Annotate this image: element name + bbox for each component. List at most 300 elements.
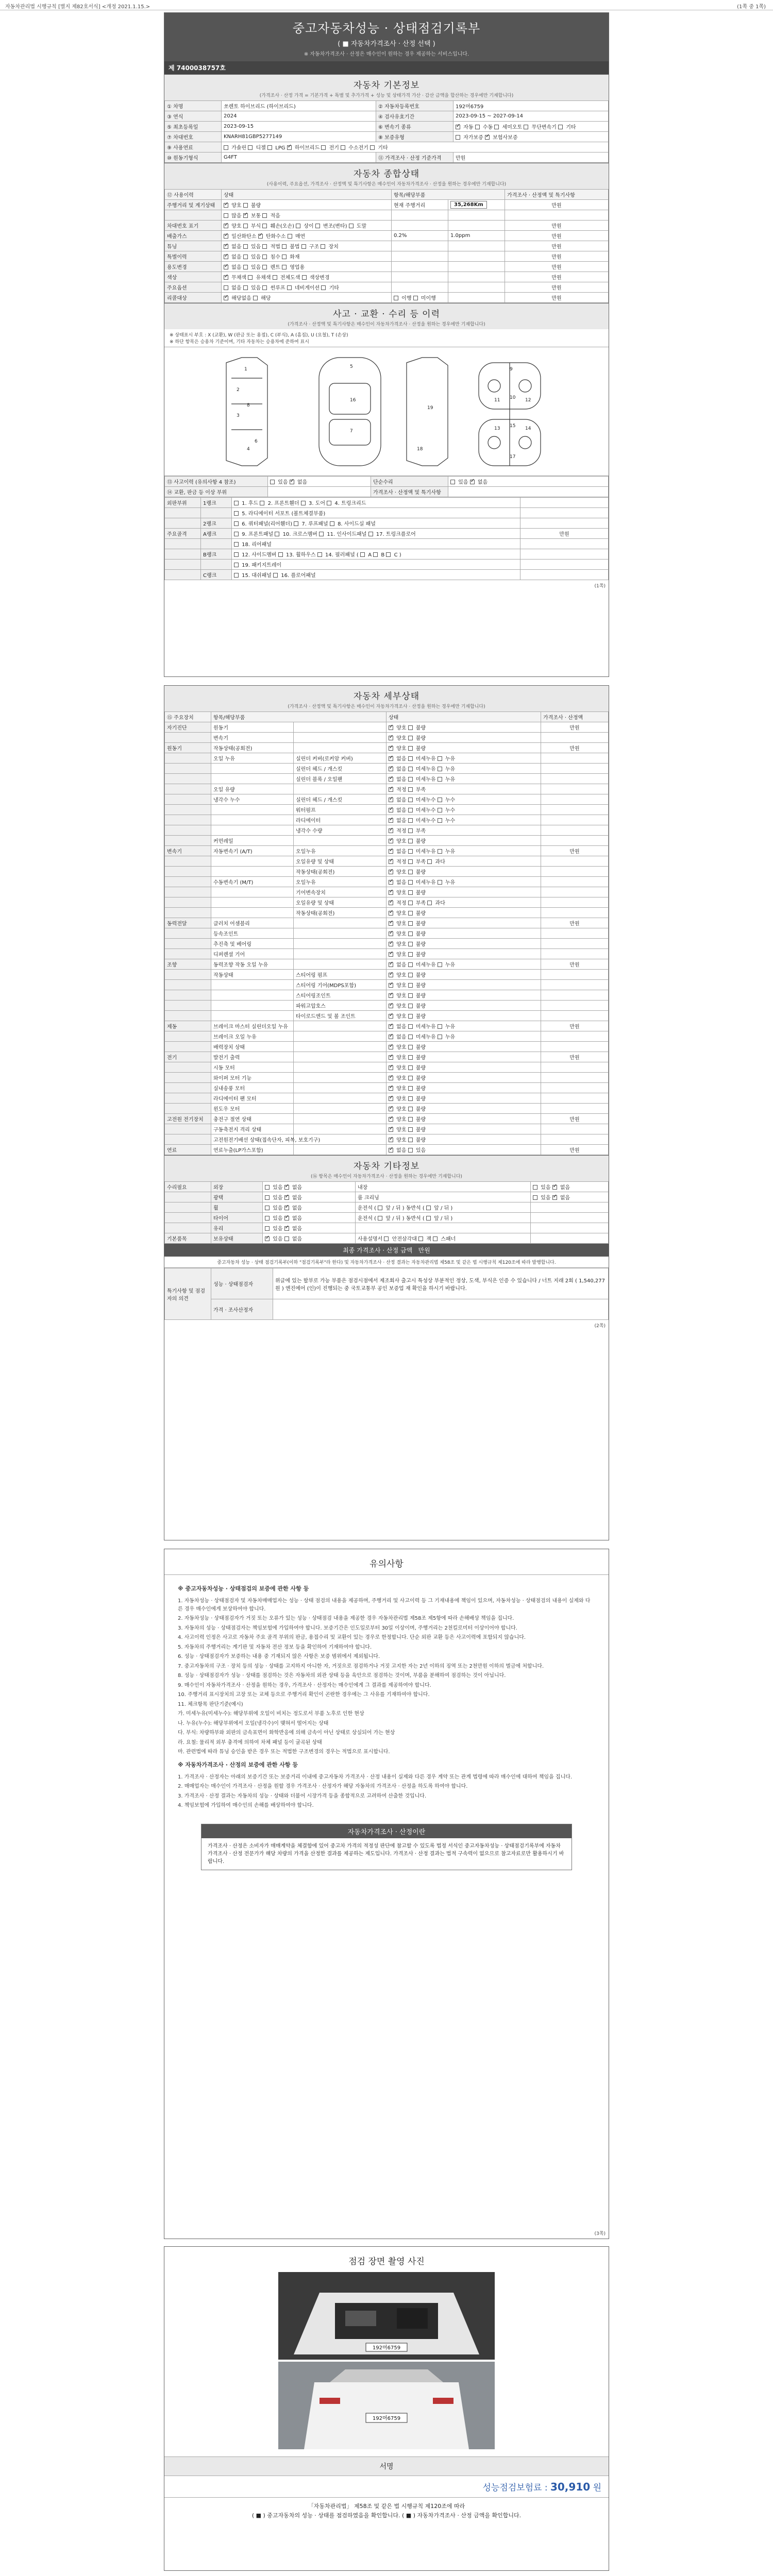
detail-device — [165, 836, 211, 846]
unchecked-box-icon — [234, 532, 239, 536]
other-info-table — [164, 1181, 609, 1244]
detail-item: 와이퍼 모터 기능 — [211, 1073, 294, 1083]
unchecked-box-icon — [456, 135, 460, 140]
notice-item: 마. 관련법에 따라 튜닝 승인을 받은 경우 또는 적법한 구조변경의 경우는 적법으로 표시합니다. — [178, 1749, 390, 1755]
appraisal-info-box — [201, 1824, 572, 1870]
detail-price — [541, 1031, 609, 1042]
detail-device — [165, 908, 211, 918]
detail-row — [165, 856, 609, 867]
rear-photo-drawing — [278, 2362, 495, 2449]
unchecked-box-icon — [378, 1206, 382, 1210]
other-status: 있음 ✓ 없음 — [263, 1182, 356, 1192]
checked-box-icon — [389, 901, 393, 905]
detail-item — [211, 1001, 294, 1011]
other-detail: 사용설명서 안전삼각대 잭 스패너 — [356, 1233, 531, 1244]
unchecked-box-icon — [408, 973, 413, 977]
detail-row — [165, 908, 609, 918]
overall-item-status: ✓ 해당없음 해당 — [222, 293, 392, 303]
panel-rank-table — [164, 497, 609, 580]
overall-col-status: 상태 — [222, 190, 392, 200]
unchecked-box-icon — [317, 552, 322, 557]
panel-items: 12. 사이드멤버 13. 휠하우스 14. 필러패널 ( A B C ) — [232, 549, 520, 560]
detail-device: 전기 — [165, 1052, 211, 1062]
car-top-outline — [319, 358, 381, 466]
basic-info-value: 만원 — [453, 152, 609, 163]
other-item: 휠 — [211, 1202, 263, 1213]
signature-title: 서명 — [164, 2457, 609, 2476]
detail-status: ✓ 양호 불량 — [386, 1083, 541, 1093]
form-legal-ref: 자동차관리법 시행규칙 [별지 제82호서식] <개정 2021.1.15.> — [5, 4, 150, 10]
basic-info-label: ④ 검사유효기간 — [376, 111, 453, 122]
detail-subitem: 오일누유 — [294, 877, 386, 887]
panel-items: 1. 후드 2. 프론트휀더 3. 도어 4. 트렁크리드 — [232, 498, 520, 508]
checked-box-icon — [389, 962, 393, 967]
detail-item: 추진축 및 베어링 — [211, 939, 294, 949]
detail-device — [165, 825, 211, 836]
detail-item: 디퍼렌셜 기어 — [211, 949, 294, 959]
unchecked-box-icon — [408, 1076, 413, 1080]
other-item: 외장 — [211, 1182, 263, 1192]
diagram-part-number: 7 — [350, 429, 353, 434]
engine-photo-drawing — [278, 2272, 495, 2360]
detail-device: 변속기 — [165, 846, 211, 856]
detail-status: ✓ 없음 미세누유 누유 — [386, 1021, 541, 1031]
detail-device — [165, 774, 211, 784]
detail-subitem — [294, 1104, 386, 1114]
unchecked-box-icon — [438, 808, 442, 812]
unchecked-box-icon — [341, 145, 345, 150]
detail-price: 만원 — [541, 846, 609, 856]
unchecked-box-icon — [438, 756, 442, 761]
diagram-part-number: 19 — [427, 405, 433, 411]
checked-box-icon — [224, 296, 228, 300]
detail-device — [165, 990, 211, 1001]
insurance-fee — [164, 2476, 609, 2497]
detail-device — [165, 1104, 211, 1114]
checked-box-icon — [389, 942, 393, 946]
checked-box-icon — [389, 1138, 393, 1142]
detail-item: 클러치 어셈블리 — [211, 918, 294, 928]
detail-row — [165, 1083, 609, 1093]
unchecked-box-icon — [327, 501, 331, 505]
other-status: 있음 ✓ 없음 — [263, 1192, 356, 1202]
detail-item: 윈도우 모터 — [211, 1104, 294, 1114]
unchecked-box-icon — [438, 962, 442, 967]
detail-subitem — [294, 1073, 386, 1083]
unchecked-box-icon — [408, 1004, 413, 1008]
detail-col-status: 상태 — [386, 712, 541, 722]
checked-box-icon — [389, 931, 393, 936]
detail-item: 냉각수 누수 — [211, 794, 294, 805]
accident-section — [164, 303, 609, 580]
detail-device — [165, 815, 211, 825]
notice-item: 5. 자동차의 주행거리는 계기판 및 자동차 전산 정보 등을 확인하여 기재하여야 합니다. — [178, 1644, 372, 1650]
overall-item-price: 만원 — [505, 200, 609, 210]
detail-row — [165, 980, 609, 990]
notice-item: 4. 사고이력 인정은 사고로 자동차 주요 골격 부위의 판금, 용접수리 및 교환이 있는 경우로 한정합니다. 단순 외판 교환 등은 사고이력에 포함되지 않습니다. — [178, 1635, 526, 1641]
overall-item-detail — [392, 221, 448, 231]
checked-box-icon — [389, 983, 393, 988]
detail-item: 등속조인트 — [211, 928, 294, 939]
detail-subitem — [294, 1042, 386, 1052]
other-price: 있음 ✓ 없음 — [531, 1182, 609, 1192]
detail-status: ✓ 양호 불량 — [386, 990, 541, 1001]
checked-box-icon — [284, 1216, 289, 1221]
notice-item: 1. 자동차성능 · 상태점검자 및 자동차매매업자는 성능 · 상태 점검의 내용을 제공하며, 주행거리 및 사고이력 등 그 기재내용에 책임이 있으며, 자동차성능 · 상태점검의 내용이 실제와 다른 경우 매수인에게 보상하여야 합니다. — [178, 1598, 591, 1612]
unchecked-box-icon — [282, 255, 287, 259]
page-3-footer: (3쪽) — [594, 2231, 606, 2236]
unchecked-box-icon — [288, 234, 292, 239]
detail-price — [541, 815, 609, 825]
detail-subitem — [294, 1145, 386, 1155]
panel-rank — [201, 539, 232, 549]
overall-col-usage: ⑫ 사용이력 — [165, 190, 222, 200]
accident-title: 사고 · 교환 · 수리 등 이력 — [164, 303, 609, 320]
other-price — [531, 1223, 609, 1233]
unchecked-box-icon — [349, 224, 354, 228]
detail-status: ✓ 양호 불량 — [386, 1052, 541, 1062]
checked-box-icon — [389, 777, 393, 782]
overall-status-row — [165, 241, 609, 251]
detail-device — [165, 980, 211, 990]
unchecked-box-icon — [475, 125, 480, 129]
detail-row — [165, 990, 609, 1001]
overall-item-price: 만원 — [505, 262, 609, 272]
detail-item: 원동기 — [211, 722, 294, 733]
detail-device — [165, 1062, 211, 1073]
confirmation-line-1: 「자동차관리법」 제58조 및 같은 법 시행규칙 제120조에 따라 — [308, 2503, 465, 2510]
diagram-part-number: 14 — [525, 426, 531, 431]
checked-box-icon — [389, 880, 393, 885]
overall-item-price: 만원 — [505, 241, 609, 251]
detail-device: 연료 — [165, 1145, 211, 1155]
detail-title: 자동차 세부상태 — [164, 686, 609, 703]
overall-status-title: 자동차 종합상태 — [164, 163, 609, 180]
basic-info-value: KNARH81GBP5277149 — [222, 132, 376, 142]
notice-item: 9. 매수인이 자동차가격조사 · 산정을 원하는 경우, 가격조사 · 산정자는 매수인에게 그 결과를 제공하여야 합니다. — [178, 1682, 431, 1688]
page-3 — [164, 1549, 609, 2239]
detail-device — [165, 1042, 211, 1052]
detail-item: 라디에이터 팬 모터 — [211, 1093, 294, 1104]
notice-body — [164, 1575, 609, 1817]
detail-subitem — [294, 1093, 386, 1104]
panel-group — [165, 508, 201, 518]
checked-box-icon — [389, 890, 393, 895]
detail-subitem: 스티어링 기어(MDPS포함) — [294, 980, 386, 990]
overall-item-value — [448, 210, 505, 221]
detail-price — [541, 939, 609, 949]
checked-box-icon — [389, 1065, 393, 1070]
unchecked-box-icon — [408, 911, 413, 916]
panel-rank-row — [165, 529, 609, 539]
notice-heading-2: ※ 자동차가격조사 · 산정의 보증에 관한 사항 등 — [178, 1761, 298, 1768]
diagram-part-number: 16 — [350, 398, 356, 403]
checked-box-icon — [389, 725, 393, 730]
unchecked-box-icon — [301, 501, 306, 505]
detail-subitem — [294, 959, 386, 970]
detail-subitem — [294, 1114, 386, 1124]
unchecked-box-icon — [408, 798, 413, 802]
checked-box-icon — [224, 275, 228, 280]
detail-subitem — [294, 1062, 386, 1073]
overall-status-row — [165, 293, 609, 303]
unchecked-box-icon — [413, 296, 418, 300]
detail-row — [165, 1052, 609, 1062]
overall-item-detail: 0.2% — [392, 231, 448, 241]
diagram-part-number: 8 — [247, 403, 250, 408]
panel-rank-row — [165, 508, 609, 518]
unchecked-box-icon — [408, 1035, 413, 1039]
unchecked-box-icon — [234, 501, 239, 505]
detail-subitem: 파워고압호스 — [294, 1001, 386, 1011]
unchecked-box-icon — [408, 931, 413, 936]
detail-price — [541, 1001, 609, 1011]
detail-row — [165, 743, 609, 753]
basic-info-label: ① 차명 — [165, 101, 222, 111]
detail-subitem: 라디에이터 — [294, 815, 386, 825]
final-price-bar — [164, 1244, 609, 1257]
detail-price: 만원 — [541, 1052, 609, 1062]
detail-subitem: 오일유량 및 상태 — [294, 897, 386, 908]
unchecked-box-icon — [282, 265, 287, 269]
detail-price — [541, 1093, 609, 1104]
document-header-note: ※ 자동차가격조사 · 산정은 매수인이 원하는 경우 제공하는 서비스입니다. — [304, 52, 469, 57]
accident-legend-note: ※ 하단 항목은 승용차 기준이며, 기타 자동차는 승용차에 준하여 표시 — [170, 340, 309, 345]
detail-device — [165, 805, 211, 815]
unchecked-box-icon — [433, 1236, 438, 1241]
overall-item-label — [165, 210, 222, 221]
notice-item: 3. 자동차의 성능 · 상태점검자는 책임보험에 가입하여야 합니다. 보증기간은 인도일로부터 30일 이상이며, 주행거리는 2천킬로미터 이상이어야 합니다. — [178, 1625, 517, 1631]
car-frame-wheelhouse-fr — [519, 380, 531, 392]
page-2-footer: (2쪽) — [594, 1324, 606, 1329]
opinion-label: 특기사항 및 점검자의 의견 — [165, 1268, 211, 1320]
checked-box-icon — [389, 921, 393, 926]
overall-item-price: 만원 — [505, 282, 609, 293]
unchecked-box-icon — [408, 1127, 413, 1132]
detail-subitem: 작동상태(공회전) — [294, 867, 386, 877]
detail-subitem: 타이로드엔드 및 볼 조인트 — [294, 1011, 386, 1021]
unchecked-box-icon — [408, 1065, 413, 1070]
overall-item-price: 만원 — [505, 221, 609, 231]
unchecked-box-icon — [408, 839, 413, 843]
panel-rank-row — [165, 518, 609, 529]
panel-items: 5. 라디에이터 서포트 (볼트체결부품) — [232, 508, 520, 518]
detail-price — [541, 980, 609, 990]
detail-subitem — [294, 1021, 386, 1031]
overall-item-label: 특별이력 — [165, 251, 222, 262]
basic-info-row — [165, 142, 609, 152]
unchecked-box-icon — [438, 818, 442, 823]
detail-row — [165, 949, 609, 959]
panel-group — [165, 518, 201, 529]
unchecked-box-icon — [294, 521, 298, 526]
detail-row — [165, 1134, 609, 1145]
insurance-fee-label: 성능점검보험료 : — [482, 2483, 550, 2493]
detail-device: 원동기 — [165, 743, 211, 753]
unchecked-box-icon — [427, 901, 432, 905]
overall-item-detail — [392, 262, 448, 272]
unchecked-box-icon — [408, 1055, 413, 1060]
overall-status-row — [165, 282, 609, 293]
diagram-part-number: 5 — [350, 364, 353, 369]
detail-row — [165, 867, 609, 877]
detail-price — [541, 970, 609, 980]
detail-price: 만원 — [541, 722, 609, 733]
unchecked-box-icon — [287, 285, 292, 290]
overall-value-text: 1.0ppm — [450, 233, 470, 239]
panel-price — [520, 549, 609, 560]
overall-status-row — [165, 251, 609, 262]
unchecked-box-icon — [408, 725, 413, 730]
detail-row — [165, 722, 609, 733]
detail-item: 고전원전기배선 상태(접속단자, 피복, 보호기구) — [211, 1134, 294, 1145]
unchecked-box-icon — [408, 736, 413, 740]
detail-subitem — [294, 1124, 386, 1134]
unchecked-box-icon — [408, 767, 413, 771]
notice-item: 다. 부식: 차량하부와 외판의 금속표면이 화학반응에 의해 금속이 아닌 상태로 상실되어 가는 현상 — [178, 1730, 395, 1736]
other-detail — [356, 1223, 531, 1233]
inspection-photo-rear — [278, 2362, 495, 2449]
unchecked-box-icon — [262, 285, 267, 290]
notice-heading-1: ※ 중고자동차성능 · 상태점검의 보증에 관한 사항 등 — [178, 1585, 309, 1592]
unchecked-box-icon — [234, 521, 239, 526]
detail-status: ✓ 양호 불량 — [386, 980, 541, 990]
unchecked-box-icon — [408, 962, 413, 967]
unchecked-box-icon — [386, 552, 391, 557]
overall-item-value — [448, 293, 505, 303]
checked-box-icon — [389, 849, 393, 854]
checked-box-icon — [389, 1055, 393, 1060]
basic-info-table — [164, 100, 609, 163]
detail-device — [165, 1134, 211, 1145]
basic-info-value: 2023-09-15 ~ 2027-09-14 — [453, 111, 609, 122]
basic-info-value: G4FT — [222, 152, 376, 163]
panel-rank-row — [165, 570, 609, 580]
detail-item: 커먼레일 — [211, 836, 294, 846]
detail-status: ✓ 양호 불량 — [386, 1134, 541, 1145]
checked-box-icon — [389, 818, 393, 823]
detail-row — [165, 805, 609, 815]
overall-item-label: 차대번호 표기 — [165, 221, 222, 231]
detail-status: ✓ 양호 불량 — [386, 970, 541, 980]
basic-info-subtitle: (가격조사 · 산정 가격 = 기본가격 + 특별 및 추가가격 + 성능 및 상태가격 가산 · 감산 금액을 합산하는 경우에만 기재합니다) — [164, 92, 609, 100]
detail-device — [165, 1001, 211, 1011]
detail-item — [211, 887, 294, 897]
detail-price — [541, 990, 609, 1001]
panel-items: 15. 대쉬패널 16. 플로어패널 — [232, 570, 520, 580]
detail-price — [541, 753, 609, 764]
checked-box-icon — [389, 1096, 393, 1101]
detail-item: 실내송풍 모터 — [211, 1083, 294, 1093]
basic-info-label: ⑤ 최초등록일 — [165, 122, 222, 132]
car-frame-wheelhouse-rr — [519, 436, 531, 449]
overall-item-value — [448, 241, 505, 251]
unchecked-box-icon — [408, 880, 413, 885]
unchecked-box-icon — [408, 787, 413, 792]
overall-item-status: ✓ 양호 불량 — [222, 200, 392, 210]
accident-status-label: 가격조사 · 산정액 및 특기사항 — [371, 487, 448, 497]
basic-info-value: ✓ 자동 수동 세미오토 무단변속기 기타 — [453, 122, 609, 132]
overall-item-detail — [392, 210, 448, 221]
panel-price — [520, 518, 609, 529]
unchecked-box-icon — [234, 511, 239, 516]
notice-item: 2. 매매업자는 매수인이 가격조사 · 산정을 원할 경우 가격조사 · 산정자가 해당 자동차의 가격조사 · 산정을 하도록 하여야 합니다. — [178, 1784, 468, 1790]
unchecked-box-icon — [438, 849, 442, 854]
overall-status-section — [164, 163, 609, 303]
detail-status: ✓ 적정 부족 — [386, 784, 541, 794]
detail-subitem — [294, 928, 386, 939]
basic-info-label: ② 자동차등록번호 — [376, 101, 453, 111]
panel-group: 주요골격 — [165, 529, 201, 539]
unchecked-box-icon — [408, 1138, 413, 1142]
detail-subitem: 오일누유 — [294, 846, 386, 856]
checked-box-icon — [389, 1045, 393, 1049]
detail-item: 브레이크 마스터 실린더오일 누유 — [211, 1021, 294, 1031]
detail-row — [165, 887, 609, 897]
notice-item: 4. 책임보험에 가입하여 매수인의 손해를 배상하여야 합니다. — [178, 1803, 314, 1809]
detail-status: ✓ 양호 불량 — [386, 733, 541, 743]
detail-subitem: 냉각수 수량 — [294, 825, 386, 836]
detail-device: 동력전달 — [165, 918, 211, 928]
unchecked-box-icon — [438, 880, 442, 885]
other-group: 기본품목 — [165, 1233, 211, 1244]
detail-device — [165, 1073, 211, 1083]
detail-status: ✓ 없음 미세누수 누수 — [386, 794, 541, 805]
detail-device — [165, 1124, 211, 1134]
checked-box-icon — [456, 125, 460, 129]
opinion-inspector-text: 위글에 있는 할부로 가능 부품은 점검시점에서 제조회사 출고시 특성상 부분적인 정상, 도색, 부식은 인증 수 있습니다 / 너트 지래 2회 ( 1,540,277원 ) 엔진에어 (인)이 진행되는 중 국토교통부 공인 보증업 재 확인을 하시기 바랍니다. — [273, 1268, 609, 1299]
notice-item: 11. 체크항목 판단기준(예시) — [178, 1701, 243, 1707]
overall-item-detail — [392, 251, 448, 262]
checked-box-icon — [224, 203, 228, 208]
overall-item-value — [448, 251, 505, 262]
unchecked-box-icon — [234, 563, 239, 567]
unchecked-box-icon — [408, 1014, 413, 1019]
detail-item: 연료누출(LP가스포함) — [211, 1145, 294, 1155]
detail-device — [165, 753, 211, 764]
detail-price — [541, 1104, 609, 1114]
diagram-part-number: 17 — [510, 454, 516, 460]
detail-device: 자기진단 — [165, 722, 211, 733]
insurance-fee-value: 30,910 — [550, 2481, 591, 2493]
overall-item-price: 만원 — [505, 272, 609, 282]
detail-price — [541, 764, 609, 774]
checked-box-icon — [552, 1195, 557, 1200]
detail-status: ✓ 양호 불량 — [386, 1011, 541, 1021]
unchecked-box-icon — [243, 224, 248, 228]
unchecked-box-icon — [408, 1086, 413, 1091]
other-group — [165, 1213, 211, 1223]
detail-status: ✓ 적정 부족 과다 — [386, 897, 541, 908]
unchecked-box-icon — [408, 756, 413, 761]
notice-item: 7. 중고자동차의 구조 · 장치 등의 성능 · 상태를 고지하지 아니한 자, 거짓으로 점검하거나 거짓 고지한 자는 2년 이하의 징역 또는 2천만원 이하의 벌금에 처합니다. — [178, 1663, 544, 1669]
unchecked-box-icon — [408, 818, 413, 823]
detail-price — [541, 836, 609, 846]
overall-status-row — [165, 272, 609, 282]
basic-info-label: ⑨ 사용연료 — [165, 142, 222, 152]
detail-status: ✓ 양호 불량 — [386, 949, 541, 959]
checked-box-icon — [389, 1117, 393, 1122]
detail-item — [211, 764, 294, 774]
basic-info-value: 192머6759 — [453, 101, 609, 111]
diagram-part-number: 11 — [494, 398, 500, 403]
detail-device — [165, 970, 211, 980]
accident-legend — [164, 329, 609, 347]
other-info-row — [165, 1223, 609, 1233]
overall-item-value — [448, 262, 505, 272]
panel-rank: A랭크 — [201, 529, 232, 539]
unchecked-box-icon — [321, 285, 326, 290]
